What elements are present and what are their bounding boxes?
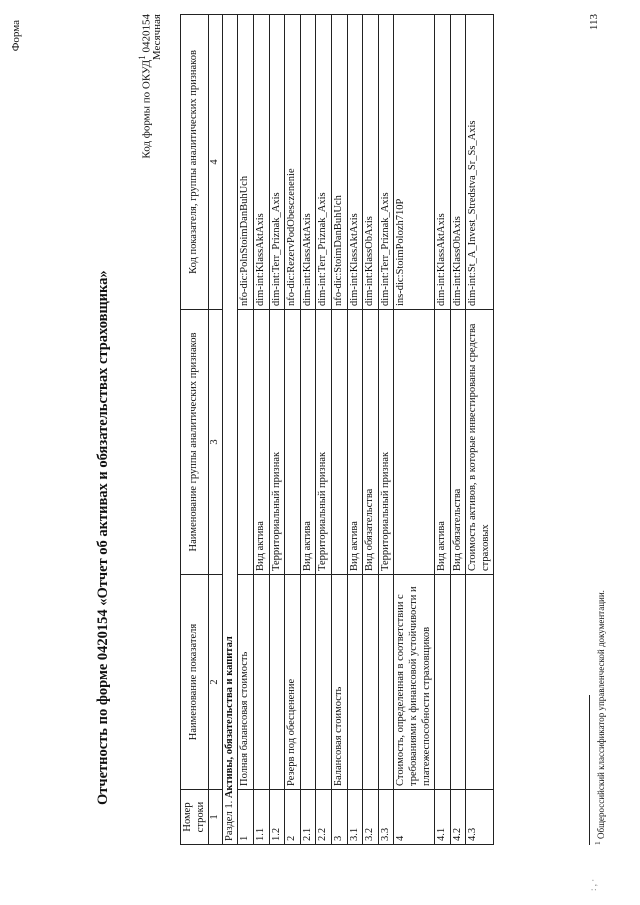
section-title [222,15,238,845]
table-row [300,15,316,845]
indicator-name [378,575,394,790]
indicator-name [435,575,451,790]
row-number: 3.2 [363,790,379,845]
okud-label: Код формы по ОКУД [140,59,153,159]
table-row [347,15,363,845]
header-indicator-name: Наименование показателя [181,575,209,790]
group-name: Вид актива [253,310,269,575]
table-row [450,15,466,845]
row-number: 1 [238,790,254,845]
group-name: Вид актива [300,310,316,575]
indicator-name [347,575,363,790]
row-number: 3.3 [378,790,394,845]
table-row [238,15,254,845]
section-prefix: Раздел 1. [223,800,235,841]
indicator-code: nfo-dic:RezervPodObesczenenie [285,15,301,310]
indicator-code: dim-int:KlassAktAxis [300,15,316,310]
header-group-name: Наименование группы аналитических признаков [181,310,209,575]
indicator-name: Полная балансовая стоимость [238,575,254,790]
header-code: Код показателя, группы аналитических признаков [181,15,209,310]
indicator-name: Балансовая стоимость [331,575,347,790]
group-name [331,310,347,575]
form-label: Форма [10,20,22,52]
group-name [394,310,435,575]
column-number: 2 [209,575,223,790]
indicator-code: dim-int:Terr_Priznak_Axis [378,15,394,310]
row-number: 4.3 [466,790,494,845]
indicator-code: dim-int:KlassAktAxis [253,15,269,310]
footnote-text: Общероссийский классификатор управленческой документации. [596,590,606,839]
table-row [435,15,451,845]
group-name: Территориальный признак [269,310,285,575]
table-row [363,15,379,845]
report-table [180,14,494,845]
section-name: Активы, обязательства и капитал [223,636,235,799]
row-number: 4.2 [450,790,466,845]
table-row [394,15,435,845]
indicator-code: nfo-dic:PolnStoimDanBuhUch [238,15,254,310]
indicator-code: dim-int:Terr_Priznak_Axis [269,15,285,310]
table-row [331,15,347,845]
group-name: Вид актива [347,310,363,575]
okud-code: 0420154 [140,14,153,53]
group-name: Вид обязательства [450,310,466,575]
indicator-name: Резерв под обесценение [285,575,301,790]
group-name: Вид актива [435,310,451,575]
indicator-code: dim-int:KlassAktAxis [435,15,451,310]
indicator-name [253,575,269,790]
header-row-number: Номер строки [181,790,209,845]
group-name: Стоимость активов, в которые инвестированы средства страховых [466,310,494,575]
row-number: 2.1 [300,790,316,845]
column-number: 1 [209,790,223,845]
table-row [466,15,494,845]
indicator-code: dim-int:St_A_Invest_Stredstva_Sr_Ss_Axis [466,15,494,310]
group-name: Вид обязательства [363,310,379,575]
section-row [222,15,238,845]
row-number: 4.1 [435,790,451,845]
indicator-name [316,575,332,790]
row-number: 4 [394,790,435,845]
footnote [593,590,606,845]
indicator-code: ins-dic:StoimPolozh710P [394,15,435,310]
table-row [253,15,269,845]
row-number: 3 [331,790,347,845]
group-name: Территориальный признак [316,310,332,575]
indicator-name [269,575,285,790]
header-row [181,15,209,845]
indicator-name [300,575,316,790]
row-number: 1.2 [269,790,285,845]
row-number: 3.1 [347,790,363,845]
group-name: Территориальный признак [378,310,394,575]
indicator-name [363,575,379,790]
indicator-code: dim-int:Terr_Priznak_Axis [316,15,332,310]
periodicity: Месячная [151,14,163,61]
page-number: 113 [588,14,600,31]
footnote-divider [589,695,590,845]
table-row [269,15,285,845]
table-row [316,15,332,845]
indicator-code: dim-int:KlassAktAxis [347,15,363,310]
group-name [238,310,254,575]
group-name [285,310,301,575]
footnote-mark: 1 [593,841,602,845]
column-number-row [209,15,223,845]
column-number: 4 [209,15,223,310]
margin-marks: : , · [588,878,598,891]
indicator-code: dim-int:KlassObAxis [363,15,379,310]
table-row [378,15,394,845]
table-row [285,15,301,845]
row-number: 1.1 [253,790,269,845]
indicator-name: Стоимость, определенная в соответствии с требованиями к финансовой устойчивости и платежеспособности страховщиков [394,575,435,790]
column-number: 3 [209,310,223,575]
row-number: 2.2 [316,790,332,845]
indicator-code: dim-int:KlassObAxis [450,15,466,310]
indicator-code: nfo-dic:StoimDanBuhUch [331,15,347,310]
page-title: Отчетность по форме 0420154 «Отчет об активах и обязательствах страховщика» [95,270,111,805]
indicator-name [466,575,494,790]
row-number: 2 [285,790,301,845]
okud-footnote-ref: 1 [137,55,147,60]
indicator-name [450,575,466,790]
